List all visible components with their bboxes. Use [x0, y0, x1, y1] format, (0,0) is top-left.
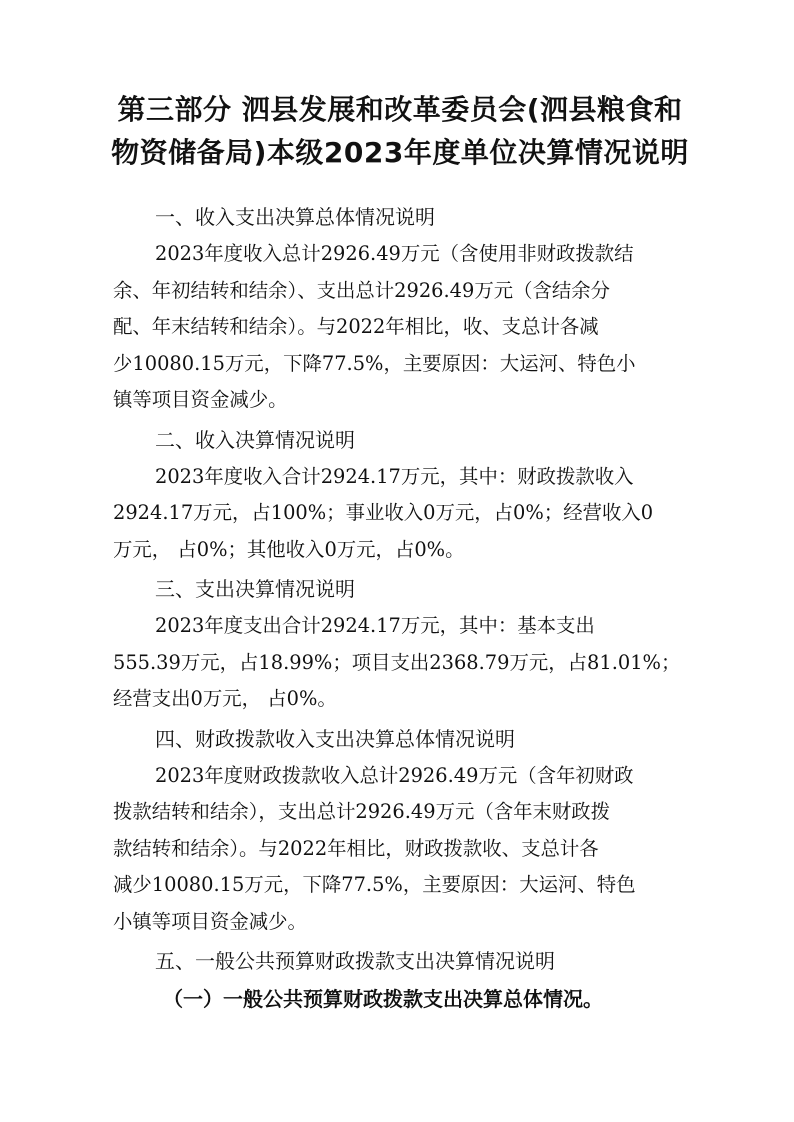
paragraph-line: 配、年末结转和结余）。与2022年相比，收、支总计各减 — [113, 315, 599, 338]
paragraph-line: 拨款结转和结余），支出总计2926.49万元（含年末财政拨 — [113, 800, 611, 823]
paragraph-line: 减少10080.15万元，下降77.5%，主要原因：大运河、特色 — [113, 873, 636, 896]
section-paragraph-3 — [113, 608, 681, 718]
title-line-1: 第三部分 泗县发展和改革委员会(泗县粮食和 — [117, 93, 683, 126]
section-heading-1: 一、收入支出决算总体情况说明 — [155, 205, 435, 229]
section-paragraph-2 — [113, 459, 681, 569]
title-line-2: 物资储备局)本级2023年度单位决算情况说明 — [111, 136, 689, 169]
paragraph-line: 万元， 占0%；其他收入0万元，占0%。 — [113, 537, 465, 561]
section-heading-5: 五、一般公共预算财政拨款支出决算情况说明 — [155, 949, 555, 973]
paragraph-line: 余、年初结转和结余）、支出总计2926.49万元（含结余分 — [113, 278, 611, 302]
section-heading-4: 四、财政拨款收入支出决算总体情况说明 — [155, 726, 515, 751]
subsection-heading: （一）一般公共预算财政拨款支出决算总体情况。 — [163, 987, 603, 1011]
paragraph-line: 2023年度收入总计2926.49万元（含使用非财政拨款结 — [155, 242, 634, 265]
paragraph-line: 2023年度财政拨款收入总计2926.49万元（含年初财政 — [155, 763, 634, 787]
paragraph-line: 少10080.15万元，下降77.5%，主要原因：大运河、特色小 — [113, 351, 636, 375]
section-paragraph-1 — [113, 236, 681, 419]
paragraph-line: 555.39万元，占18.99%；项目支出2368.79万元，占81.01%； — [113, 650, 681, 674]
section-heading-2: 二、收入决算情况说明 — [155, 427, 355, 452]
paragraph-line: 经营支出0万元， 占0%。 — [113, 687, 337, 710]
paragraph-line: 2023年度支出合计2924.17万元，其中：基本支出 — [155, 614, 595, 637]
paragraph-line: 镇等项目资金减少。 — [113, 388, 288, 411]
paragraph-line: 2023年度收入合计2924.17万元，其中：财政拨款收入 — [155, 464, 634, 488]
paragraph-line: 款结转和结余）。与2022年相比，财政拨款收、支总计各 — [113, 836, 599, 860]
document-body — [113, 198, 681, 1018]
section-paragraph-4 — [113, 758, 681, 941]
section-heading-3: 三、支出决算情况说明 — [155, 577, 355, 601]
paragraph-line: 2924.17万元，占100%；事业收入0万元，占0%；经营收入0 — [113, 501, 654, 524]
paragraph-line: 小镇等项目资金减少。 — [113, 909, 307, 933]
page-title — [100, 88, 700, 174]
